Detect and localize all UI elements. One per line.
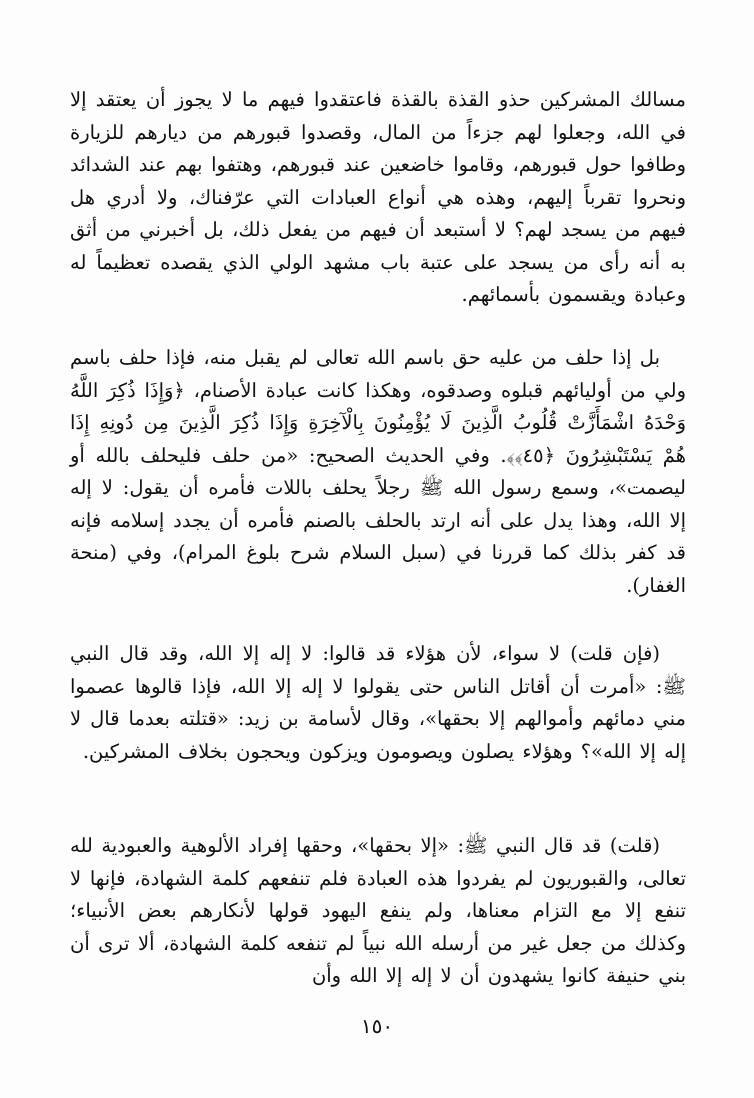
paragraph-4: (قلت) قد قال النبي ﷺ: «إلا بحقها»، وحقها إفراد الألوهية والعبودية لله تعالى، والقبوريون لم يفردوا هذه العبادة فلم تنفعهم كلمة الشهادة، فإنها لا تنفع إلا مع التزام معناها، ولم ينفع اليهود قولها لأنكارهم بعض الأنبياء؛ وكذلك من جعل غير من أرسله الله نبياً لم تنفعه كلمة الشهادة، ألا ترى أن بني حنيفة كانوا يشهدون أن لا إله إلا الله وأن xyxy=(70,834,686,987)
paragraph-3: (فإن قلت) لا سواء، لأن هؤلاء قد قالوا: لا إله إلا الله، وقد قال النبي ﷺ: «أمرت أن أقاتل الناس حتى يقولوا لا إله إلا الله، فإذا قالوها عصموا مني دمائهم وأموالهم إلا بحقها»، وقال لأسامة بن زيد: «قتلته بعدما قال لا إله إلا الله»؟ وهؤلاء يصلون ويصومون ويزكون ويحجون بخلاف المشركين. xyxy=(70,642,686,763)
paragraph-2: بل إذا حلف من عليه حق باسم الله تعالى لم يقبل منه، فإذا حلف باسم ولي من أوليائهم قبلوه وصدقوه، وهكذا كانت عبادة الأصنام، ﴿وَإِذَا ذُكِرَ اللَّهُ وَحْدَهُ اشْمَأَزَّتْ قُلُوبُ الَّذِينَ لَا يُؤْمِنُونَ بِالْآخِرَةِ وَإِذَا ذُكِرَ الَّذِينَ مِن دُونِهِ إِذَا هُمْ يَسْتَبْشِرُونَ ﴿٤٥﴾﴾. وفي الحديث الصحيح: «من حلف فليحلف بالله أو ليصمت»، وسمع رسول الله ﷺ رجلاً يحلف باللات فأمره أن يقول: لا إله إلا الله، وهذا يدل على أنه ارتد بالحلف بالصنم فأمره أن يجدد إسلامه فإنه قد كفر بذلك كما قررنا في (سبل السلام شرح بلوغ المرام)، وفي (منحة الغفار). xyxy=(70,346,686,597)
paragraph-1: مسالك المشركين حذو القذة بالقذة فاعتقدوا فيهم ما لا يجوز أن يعتقد إلا في الله، وجعلوا لهم جزءاً من المال، وقصدوا قبورهم من ديارهم للزيارة وطافوا حول قبورهم، وقاموا خاضعين عند قبورهم، وهتفوا بهم عند الشدائد ونحروا تقرباً إليهم، وهذه هي أنواع العبادات التي عرّفناك، ولا أدري هل فيهم من يسجد لهم؟ لا أستبعد أن فيهم من يفعل ذلك، بل أخبرني من أثق به أنه رأى من يسجد على عتبة باب مشهد الولي الذي يقصده تعظيماً له وعبادة ويقسمون بأسمائهم. xyxy=(70,88,686,306)
page-number: ١٥٠ xyxy=(360,1014,394,1038)
